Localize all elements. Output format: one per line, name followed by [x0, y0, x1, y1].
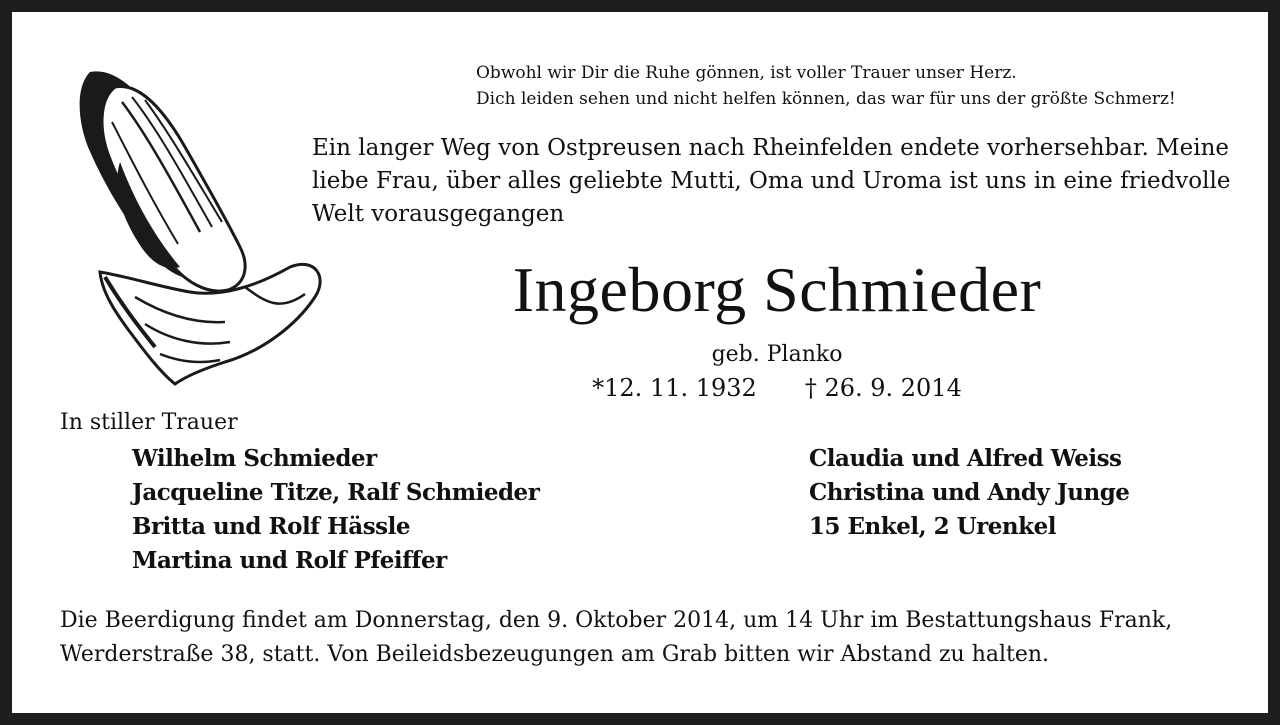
- intro-paragraph: [312, 132, 1242, 231]
- birth-date: *12. 11. 1932: [592, 374, 757, 402]
- quote-line: Dich leiden sehen und nicht helfen können, das war für uns der größte Schmerz!: [476, 89, 1176, 109]
- death-date: † 26. 9. 2014: [804, 374, 962, 402]
- family-member: Christina und Andy Junge: [809, 479, 1130, 506]
- family-member: Claudia und Alfred Weiss: [809, 445, 1122, 472]
- quote-line: Obwohl wir Dir die Ruhe gönnen, ist voller Trauer unser Herz.: [476, 63, 1017, 83]
- family-member: Wilhelm Schmieder: [132, 445, 377, 472]
- family-member: Martina und Rolf Pfeiffer: [132, 547, 447, 574]
- family-list-right: [809, 442, 1129, 544]
- intro-line: Ein langer Weg von Ostpreusen nach Rheinfelden endete vorhersehbar. Meine: [312, 135, 1230, 161]
- mourning-label: In stiller Trauer: [60, 410, 238, 435]
- intro-line: liebe Frau, über alles geliebte Mutti, Oma und Uroma ist uns in eine friedvolle: [312, 168, 1231, 194]
- funeral-line: Die Beerdigung findet am Donnerstag, den 9. Oktober 2014, um 14 Uhr im Bestattungshaus Frank,: [60, 608, 1173, 633]
- intro-line: Welt vorausgegangen: [312, 201, 565, 227]
- quote-block: [476, 60, 1266, 112]
- funeral-notice: [60, 604, 1240, 672]
- family-member: Britta und Rolf Hässle: [132, 513, 410, 540]
- family-member: Jacqueline Titze, Ralf Schmieder: [132, 479, 540, 506]
- family-list-left: [132, 442, 539, 578]
- family-member: 15 Enkel, 2 Urenkel: [809, 513, 1056, 540]
- deceased-name: Ingeborg Schmieder: [512, 254, 1042, 325]
- praying-hands-icon: [60, 62, 330, 392]
- life-dates: [312, 372, 1242, 404]
- funeral-line: Werderstraße 38, statt. Von Beileidsbezeugungen am Grab bitten wir Abstand zu halten.: [60, 642, 1050, 667]
- obituary-card: [12, 12, 1268, 713]
- maiden-name: geb. Planko: [711, 342, 843, 367]
